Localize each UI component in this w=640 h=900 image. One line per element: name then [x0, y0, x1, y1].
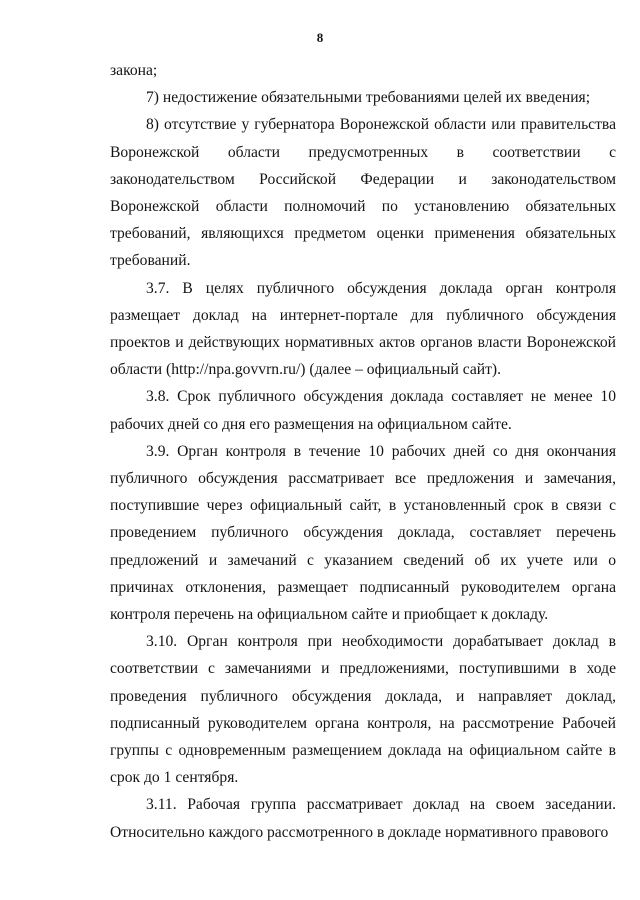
clause-3-9: 3.9. Орган контроля в течение 10 рабочих дней со дня окончания публичного обсуждения рассматривает все предложения и замечания, поступившие через официальный сайт, в установленный срок в связи с проведением публичного обсуждения доклада, составляет перечень предложений и замечаний с указанием сведений об их учете или о причинах отклонения, размещает подписанный руководителем органа контроля перечень на официальном сайте и приобщает к докладу.: [110, 442, 616, 624]
list-item-7: 7) недостижение обязательными требованиями целей их введения;: [146, 89, 591, 107]
clause-3-11: 3.11. Рабочая группа рассматривает доклад на своем заседании. Относительно каждого рассмотренного в докладе нормативного правового: [110, 796, 616, 841]
list-item-8: 8) отсутствие у губернатора Воронежской области или правительства Воронежской области предусмотренных в соответствии с законодательством Российской Федерации и законодательством Воронежской области полномочий по установлению обязательных требований, являющихся предметом оценки применения обязательных требований.: [110, 116, 616, 270]
paragraph-continuation: закона;: [110, 62, 158, 79]
clause-3-10: 3.10. Орган контроля при необходимости дорабатывает доклад в соответствии с замечаниями и предложениями, поступившими в ходе проведения публичного обсуждения доклада, и направляет доклад, подписанный руководителем органа контроля, на рассмотрение Рабочей группы с одновременным размещением доклада на официальном сайте в срок до 1 сентября.: [110, 633, 616, 787]
document-text: [110, 57, 616, 846]
clause-3-8: 3.8. Срок публичного обсуждения доклада составляет не менее 10 рабочих дней со дня его размещения на официальном сайте.: [110, 388, 616, 433]
clause-3-7: 3.7. В целях публичного обсуждения доклада орган контроля размещает доклад на интернет-портале для публичного обсуждения проектов и действующих нормативных актов органов власти Воронежской области (http://npa.govvrn.ru/) (далее – официальный сайт).: [110, 279, 616, 379]
page-number: 8: [316, 30, 324, 45]
